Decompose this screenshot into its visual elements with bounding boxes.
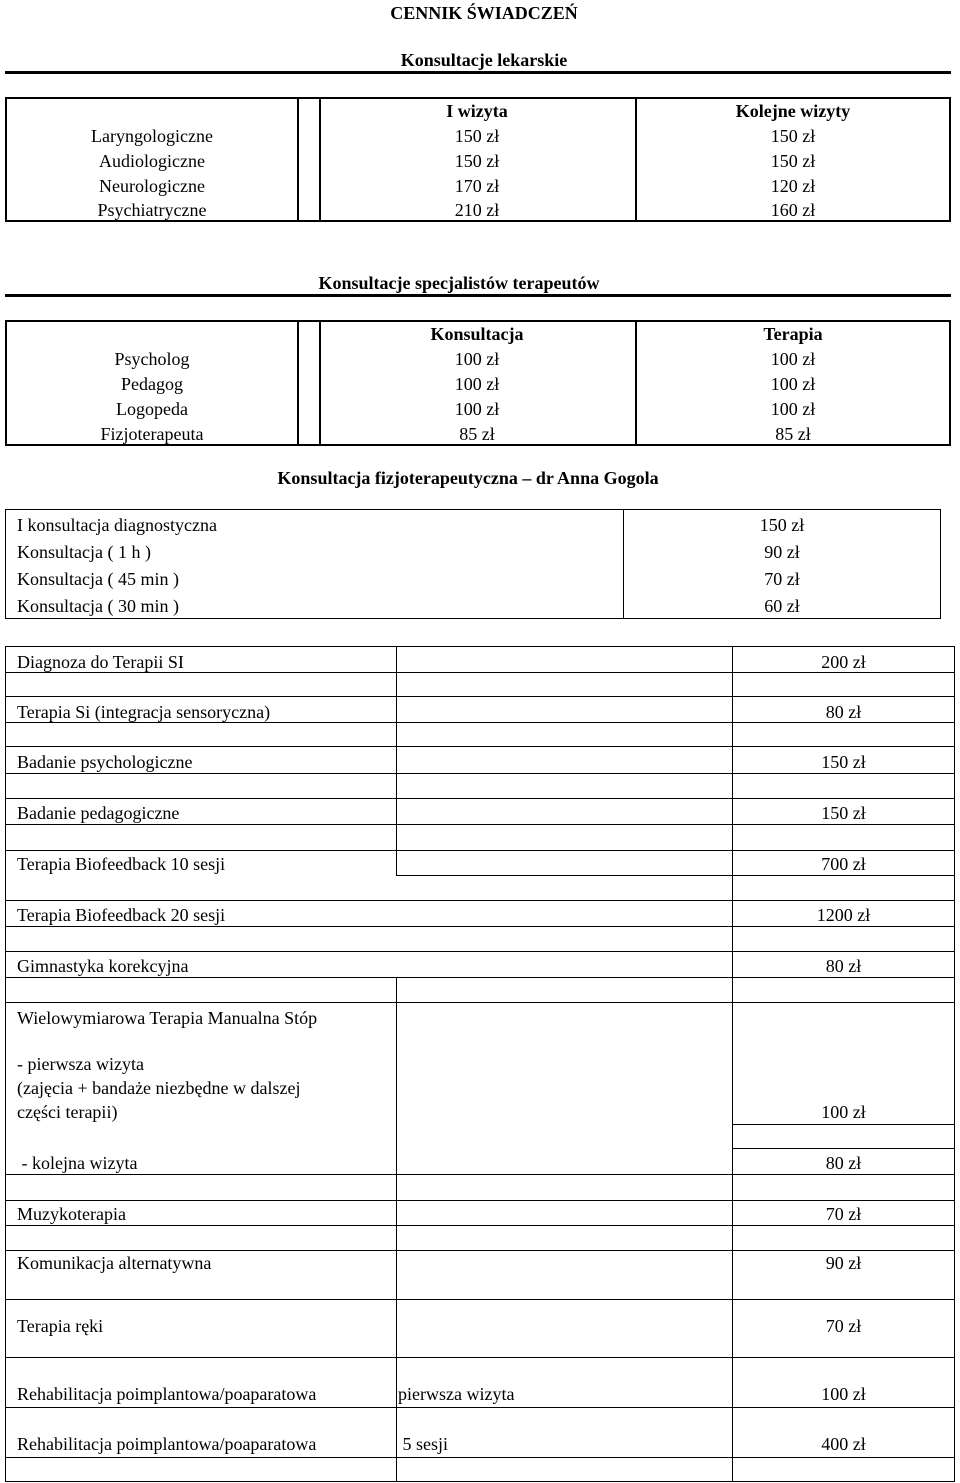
price-cell: 150 zł — [770, 126, 816, 146]
price-cell: 200 zł — [821, 652, 866, 672]
price-cell: 80 zł — [825, 702, 862, 722]
service-label: Rehabilitacja poimplantowa/poaparatowa — [17, 1434, 317, 1454]
price-cell: 100 zł — [770, 399, 816, 419]
service-label: Badanie psychologiczne — [17, 752, 193, 772]
price-cell: 150 zł — [821, 752, 866, 772]
price-cell: 100 zł — [770, 349, 816, 369]
row-label: Psycholog — [114, 349, 190, 369]
section-heading-therapists: Konsultacje specjalistów terapeutów — [318, 273, 600, 293]
row-label: Konsultacja ( 45 min ) — [17, 569, 179, 589]
price-cell: 100 zł — [454, 399, 500, 419]
column-header-first-visit: I wizyta — [446, 101, 508, 121]
price-cell: 150 zł — [454, 126, 500, 146]
service-label: Diagnoza do Terapii SI — [17, 652, 184, 672]
price-cell: 1200 zł — [816, 905, 871, 925]
row-label: Laryngologiczne — [91, 126, 213, 146]
price-cell: 400 zł — [821, 1434, 866, 1454]
row-label: I konsultacja diagnostyczna — [17, 515, 217, 535]
service-sublabel: (zajęcia + bandaże niezbędne w dalszej — [17, 1078, 301, 1098]
section-rule — [5, 294, 951, 297]
price-cell: 60 zł — [764, 596, 800, 616]
price-cell: 150 zł — [770, 151, 816, 171]
price-cell: 70 zł — [764, 569, 800, 589]
price-cell: 150 zł — [454, 151, 500, 171]
price-cell: 70 zł — [825, 1204, 862, 1224]
price-cell: 210 zł — [454, 200, 500, 220]
price-cell: 100 zł — [821, 1102, 866, 1122]
page-title: CENNIK ŚWIADCZEŃ — [390, 3, 578, 23]
service-note: 5 sesji — [398, 1434, 449, 1454]
price-cell: 70 zł — [825, 1316, 862, 1336]
service-label: Terapia Biofeedback 20 sesji — [17, 905, 226, 925]
service-label: Rehabilitacja poimplantowa/poaparatowa — [17, 1384, 317, 1404]
price-cell: 150 zł — [821, 803, 866, 823]
price-cell: 100 zł — [821, 1384, 866, 1404]
price-cell: 85 zł — [775, 424, 811, 444]
price-cell: 80 zł — [825, 1153, 862, 1173]
price-cell: 100 zł — [454, 349, 500, 369]
row-label: Logopeda — [116, 399, 188, 419]
column-header-consultation: Konsultacja — [430, 324, 524, 344]
price-cell: 100 zł — [454, 374, 500, 394]
service-label: Terapia Si (integracja sensoryczna) — [17, 702, 271, 722]
price-cell: 170 zł — [454, 176, 500, 196]
row-label: Konsultacja ( 1 h ) — [17, 542, 151, 562]
price-cell: 90 zł — [825, 1253, 862, 1273]
row-label: Psychiatryczne — [97, 200, 207, 220]
service-note: pierwsza wizyta — [398, 1384, 515, 1404]
service-label: Terapia Biofeedback 10 sesji — [17, 854, 226, 874]
service-sublabel: - pierwsza wizyta — [17, 1054, 144, 1074]
row-label: Konsultacja ( 30 min ) — [17, 596, 179, 616]
price-cell: 100 zł — [770, 374, 816, 394]
service-label: Muzykoterapia — [17, 1204, 126, 1224]
price-cell: 120 zł — [770, 176, 816, 196]
service-label: Gimnastyka korekcyjna — [17, 956, 189, 976]
price-cell: 160 zł — [770, 200, 816, 220]
service-label: Terapia ręki — [17, 1316, 104, 1336]
section-heading-physio: Konsultacja fizjoterapeutyczna – dr Anna Gogola — [277, 468, 659, 488]
price-cell: 150 zł — [759, 515, 805, 535]
section-rule — [5, 71, 951, 74]
service-label: Wielowymiarowa Terapia Manualna Stóp — [17, 1008, 318, 1028]
price-cell: 90 zł — [764, 542, 800, 562]
row-label: Neurologiczne — [99, 176, 205, 196]
row-label: Fizjoterapeuta — [100, 424, 204, 444]
row-label: Pedagog — [121, 374, 183, 394]
column-header-therapy: Terapia — [763, 324, 823, 344]
service-sublabel: - kolejna wizyta — [17, 1153, 138, 1173]
row-label: Audiologiczne — [99, 151, 205, 171]
service-sublabel: części terapii) — [17, 1102, 118, 1122]
service-label: Badanie pedagogiczne — [17, 803, 180, 823]
column-header-next-visits: Kolejne wizyty — [735, 101, 851, 121]
section-heading-medical: Konsultacje lekarskie — [400, 50, 568, 70]
price-cell: 700 zł — [821, 854, 866, 874]
price-cell: 85 zł — [459, 424, 495, 444]
service-label: Komunikacja alternatywna — [17, 1253, 212, 1273]
price-cell: 80 zł — [825, 956, 862, 976]
